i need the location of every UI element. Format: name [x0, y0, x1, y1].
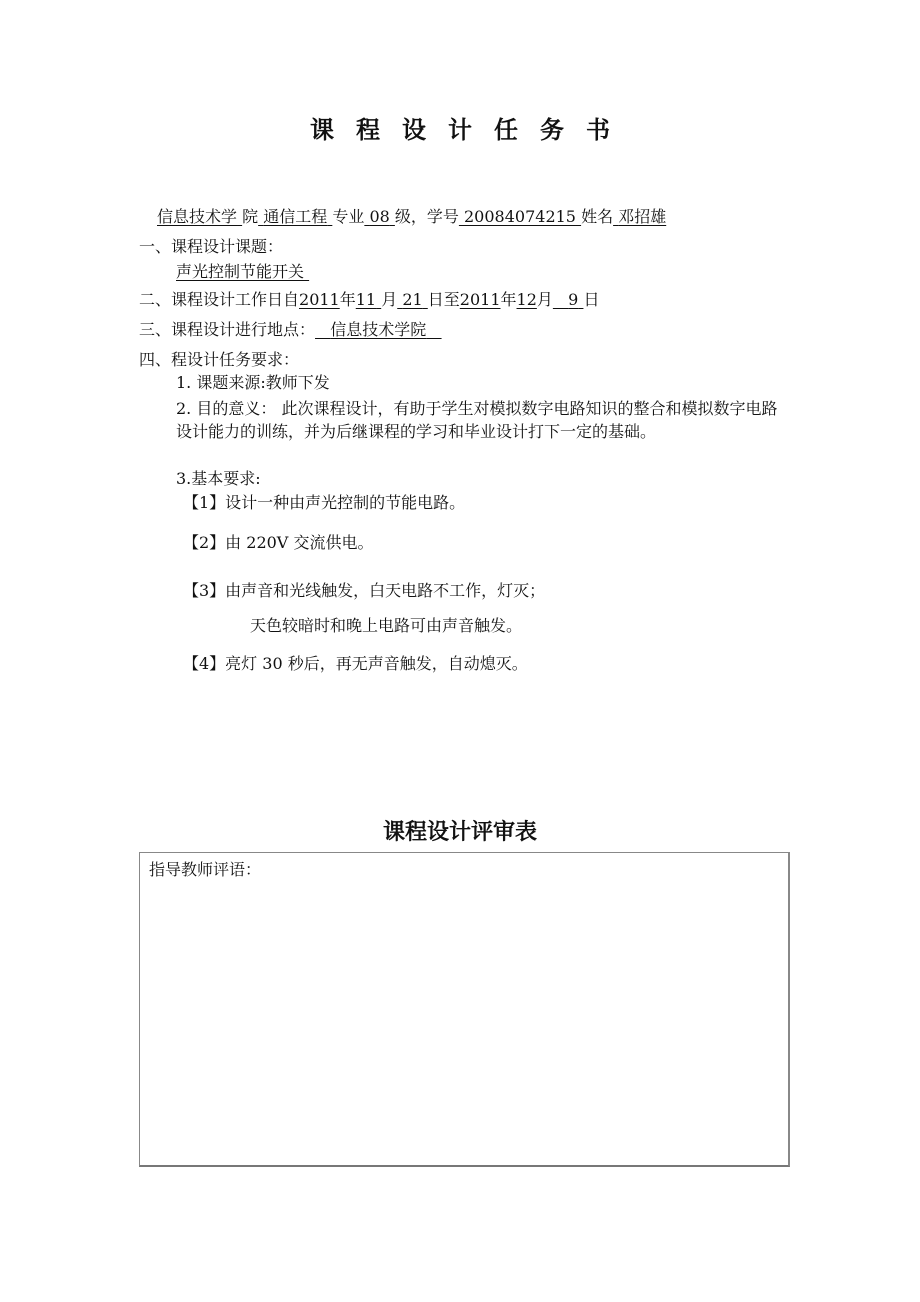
requirement-3: 【3】由声音和光线触发，白天电路不工作，灯灭； [183, 581, 546, 600]
task-purpose: 2. 目的意义： 此次课程设计，有助于学生对模拟数字电路知识的整合和模拟数字电路设计能力的训练，并为后继课程的学习和毕业设计打下一定的基础。 [176, 399, 778, 441]
end-year: 2011 [459, 290, 501, 309]
college-field: 信息技术学 [157, 207, 238, 226]
section4-label: 四、程设计任务要求： [139, 350, 300, 369]
advisor-comment-label: 指导教师评语： [149, 860, 262, 879]
start-day: 21 [402, 290, 423, 309]
to-label: 日至 [427, 290, 460, 309]
grade-label: 级，学号 [394, 207, 459, 226]
student-info-line [157, 207, 666, 227]
requirement-2: 【2】由 220V 交流供电。 [183, 533, 374, 552]
major-label: 专业 [332, 207, 365, 226]
end-month: 12 [516, 290, 537, 309]
location-field: 信息技术学院 [330, 320, 427, 339]
requirement-4: 【4】亮灯 30 秒后，再无声音触发，自动熄灭。 [183, 654, 528, 673]
task-source: 1. 课题来源:教师下发 [176, 373, 330, 392]
requirement-1: 【1】设计一种由声光控制的节能电路。 [183, 493, 466, 512]
review-title: 课程设计评审表 [382, 820, 537, 845]
topic-text: 声光控制节能开关 [176, 262, 305, 281]
major-field: 通信工程 [263, 207, 328, 226]
end-day: 9 [568, 290, 579, 309]
requirement-3-continued: 天色较暗时和晚上电路可由声音触发。 [250, 616, 523, 635]
section2-dates [139, 290, 599, 310]
grade-field: 08 [369, 207, 390, 226]
year-label: 年 [500, 290, 517, 309]
student-name-field: 邓招雄 [618, 207, 667, 226]
section3-label: 三、课程设计进行地点： [139, 320, 316, 339]
start-year: 2011 [299, 290, 340, 309]
college-suffix: 院 [242, 207, 259, 226]
review-comment-box[interactable] [139, 852, 790, 1167]
student-id-field: 20084074215 [464, 207, 576, 226]
section3-location [139, 320, 442, 340]
year-label: 年 [339, 290, 356, 309]
name-label: 姓名 [581, 207, 614, 226]
basic-requirements-label: 3.基本要求: [176, 469, 261, 488]
start-month: 11 [355, 290, 377, 309]
document-title: 课程设计任务书 [310, 116, 632, 144]
topic-field [176, 262, 309, 282]
month-label: 月 [381, 290, 398, 309]
section1-label: 一、课程设计课题： [139, 237, 284, 256]
section2-label: 二、课程设计工作日自 [139, 290, 300, 309]
day-label: 日 [583, 290, 600, 309]
month-label: 月 [536, 290, 553, 309]
